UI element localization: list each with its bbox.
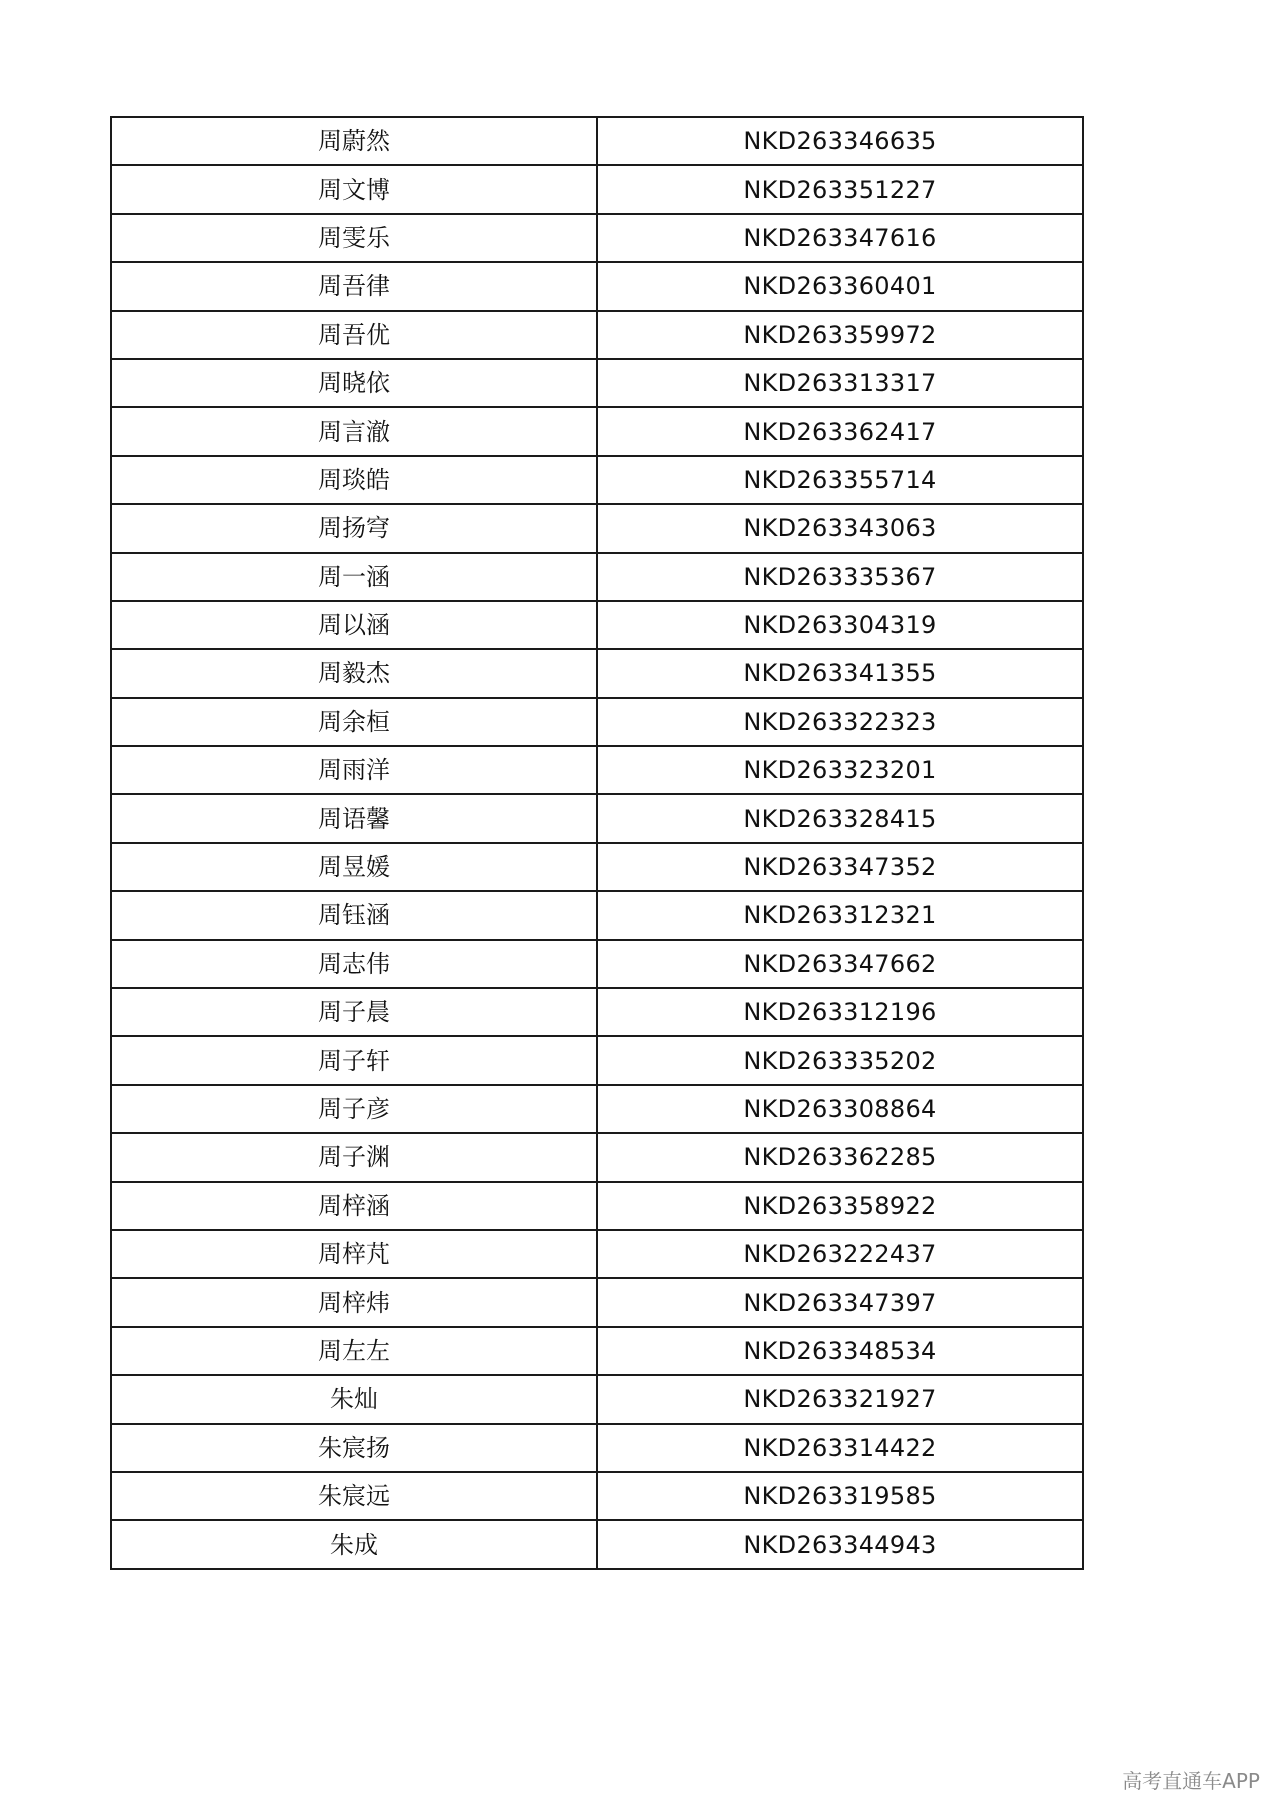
table-row (111, 504, 1083, 552)
table-row (111, 891, 1083, 939)
student-name-cell: 周一涵 (111, 553, 597, 601)
student-name-cell: 周志伟 (111, 940, 597, 988)
registration-id-cell: NKD263321927 (597, 1375, 1083, 1423)
table-row (111, 698, 1083, 746)
roster-table-body (111, 117, 1083, 1569)
student-name-cell: 周吾律 (111, 262, 597, 310)
student-name-cell: 周言澈 (111, 407, 597, 455)
student-name-cell: 周雨洋 (111, 746, 597, 794)
roster-table (110, 116, 1084, 1570)
registration-id-cell: NKD263312196 (597, 988, 1083, 1036)
registration-id-cell: NKD263347352 (597, 843, 1083, 891)
registration-id-cell: NKD263312321 (597, 891, 1083, 939)
registration-id-cell: NKD263362285 (597, 1133, 1083, 1181)
student-name-cell: 周雯乐 (111, 214, 597, 262)
table-row (111, 553, 1083, 601)
registration-id-cell: NKD263348534 (597, 1327, 1083, 1375)
student-name-cell: 周子彦 (111, 1085, 597, 1133)
registration-id-cell: NKD263322323 (597, 698, 1083, 746)
registration-id-cell: NKD263335367 (597, 553, 1083, 601)
registration-id-cell: NKD263344943 (597, 1520, 1083, 1568)
table-row (111, 1424, 1083, 1472)
table-row (111, 843, 1083, 891)
student-name-cell: 周文博 (111, 165, 597, 213)
registration-id-cell: NKD263341355 (597, 649, 1083, 697)
student-name-cell: 周毅杰 (111, 649, 597, 697)
student-name-cell: 周余桓 (111, 698, 597, 746)
table-row (111, 359, 1083, 407)
student-name-cell: 周琰皓 (111, 456, 597, 504)
table-row (111, 117, 1083, 165)
registration-id-cell: NKD263328415 (597, 794, 1083, 842)
table-row (111, 1085, 1083, 1133)
registration-id-cell: NKD263343063 (597, 504, 1083, 552)
registration-id-cell: NKD263362417 (597, 407, 1083, 455)
table-row (111, 456, 1083, 504)
student-name-cell: 朱宸扬 (111, 1424, 597, 1472)
table-row (111, 1520, 1083, 1568)
student-name-cell: 周钰涵 (111, 891, 597, 939)
student-name-cell: 周子轩 (111, 1036, 597, 1084)
table-row (111, 214, 1083, 262)
registration-id-cell: NKD263323201 (597, 746, 1083, 794)
watermark-text: 高考直通车APP (1122, 1769, 1260, 1793)
student-name-cell: 周梓涵 (111, 1182, 597, 1230)
registration-id-cell: NKD263313317 (597, 359, 1083, 407)
student-name-cell: 周子渊 (111, 1133, 597, 1181)
registration-id-cell: NKD263346635 (597, 117, 1083, 165)
table-row (111, 746, 1083, 794)
table-row (111, 1133, 1083, 1181)
student-name-cell: 朱宸远 (111, 1472, 597, 1520)
table-row (111, 262, 1083, 310)
student-name-cell: 周昱媛 (111, 843, 597, 891)
registration-id-cell: NKD263319585 (597, 1472, 1083, 1520)
table-row (111, 1375, 1083, 1423)
registration-id-cell: NKD263347397 (597, 1278, 1083, 1326)
registration-id-cell: NKD263308864 (597, 1085, 1083, 1133)
table-row (111, 1036, 1083, 1084)
table-row (111, 1182, 1083, 1230)
table-row (111, 794, 1083, 842)
table-row (111, 165, 1083, 213)
table-row (111, 649, 1083, 697)
registration-id-cell: NKD263355714 (597, 456, 1083, 504)
student-name-cell: 周晓依 (111, 359, 597, 407)
student-name-cell: 周以涵 (111, 601, 597, 649)
registration-id-cell: NKD263314422 (597, 1424, 1083, 1472)
roster-table-container (110, 116, 1082, 1570)
student-name-cell: 周吾优 (111, 311, 597, 359)
student-name-cell: 周梓芃 (111, 1230, 597, 1278)
table-row (111, 601, 1083, 649)
student-name-cell: 朱灿 (111, 1375, 597, 1423)
table-row (111, 1472, 1083, 1520)
table-row (111, 311, 1083, 359)
student-name-cell: 周语馨 (111, 794, 597, 842)
registration-id-cell: NKD263347616 (597, 214, 1083, 262)
student-name-cell: 周左左 (111, 1327, 597, 1375)
table-row (111, 407, 1083, 455)
table-row (111, 940, 1083, 988)
registration-id-cell: NKD263359972 (597, 311, 1083, 359)
student-name-cell: 周扬穹 (111, 504, 597, 552)
registration-id-cell: NKD263347662 (597, 940, 1083, 988)
registration-id-cell: NKD263335202 (597, 1036, 1083, 1084)
table-row (111, 1278, 1083, 1326)
student-name-cell: 周子晨 (111, 988, 597, 1036)
registration-id-cell: NKD263222437 (597, 1230, 1083, 1278)
student-name-cell: 朱成 (111, 1520, 597, 1568)
student-name-cell: 周梓炜 (111, 1278, 597, 1326)
table-row (111, 988, 1083, 1036)
table-row (111, 1327, 1083, 1375)
registration-id-cell: NKD263360401 (597, 262, 1083, 310)
student-name-cell: 周蔚然 (111, 117, 597, 165)
registration-id-cell: NKD263351227 (597, 165, 1083, 213)
registration-id-cell: NKD263358922 (597, 1182, 1083, 1230)
table-row (111, 1230, 1083, 1278)
registration-id-cell: NKD263304319 (597, 601, 1083, 649)
